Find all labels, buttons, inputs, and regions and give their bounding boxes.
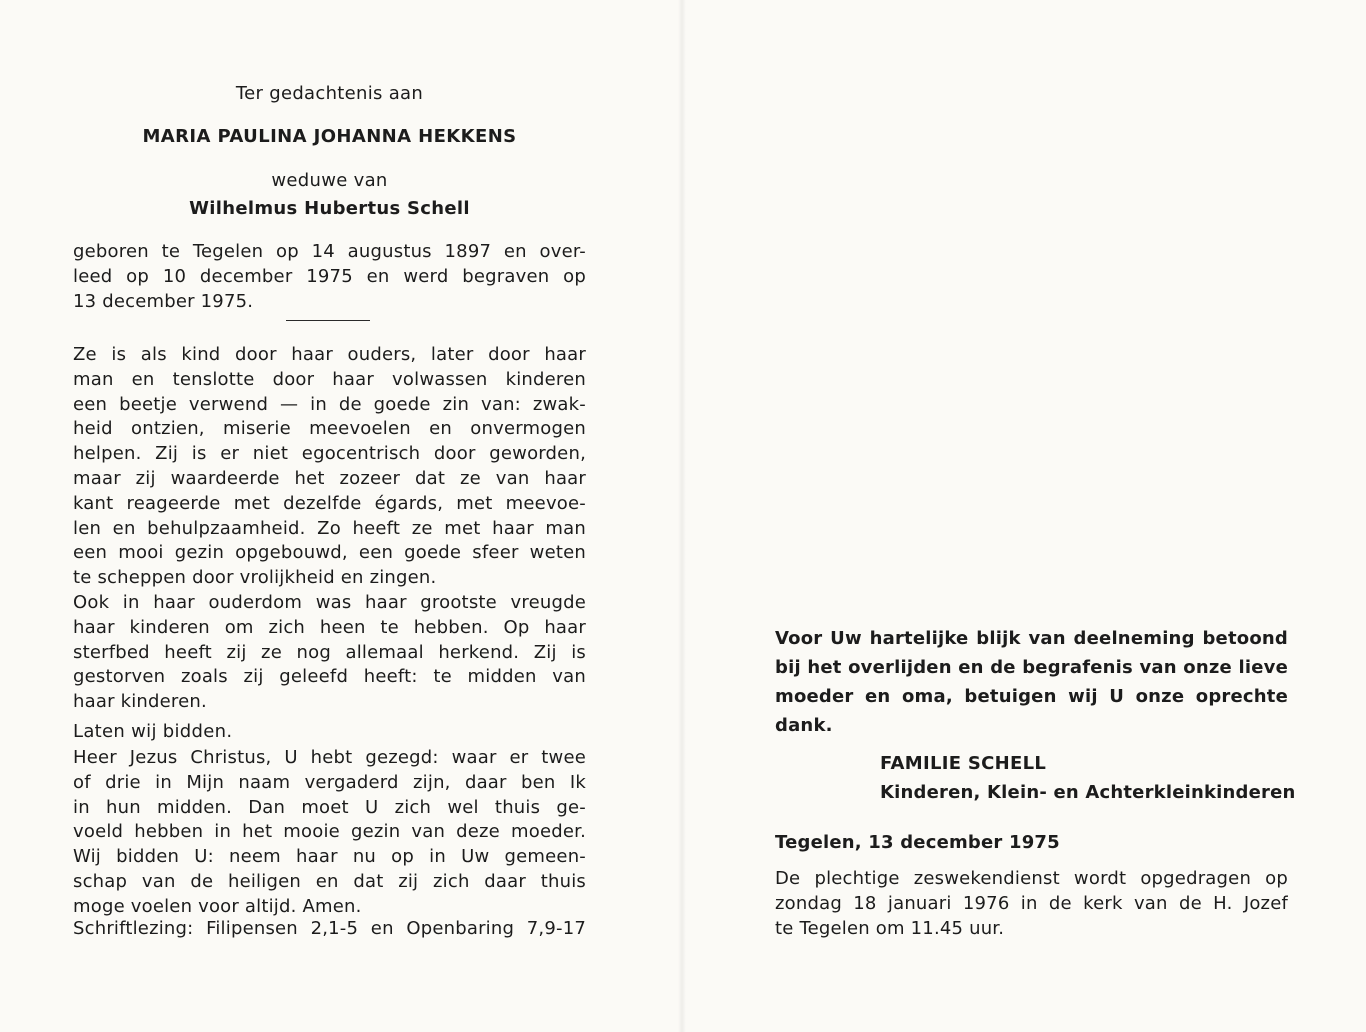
biography-paragraph — [73, 343, 586, 715]
paragraph-line: te Tegelen om 11.45 uur. — [775, 917, 1005, 939]
husband-name: Wilhelmus Hubertus Schell — [189, 198, 470, 219]
right-panel — [775, 0, 1296, 1032]
paragraph-line: helpen. Zij is er niet egocentrisch door geworden, — [73, 443, 586, 465]
paragraph-line: Ze is als kind door haar ouders, later door haar — [73, 344, 586, 365]
family-name: FAMILIE SCHELL — [880, 753, 1047, 774]
paragraph-line: len en behulpzaamheid. Zo heeft ze met haar man — [73, 517, 586, 539]
scripture-reading — [73, 917, 586, 942]
paragraph-line: Wij bidden U: neem haar nu op in Uw gemeen- — [73, 846, 586, 868]
paragraph-line: geboren te Tegelen op 14 augustus 1897 en over- — [73, 241, 586, 262]
paragraph-line: een beetje verwend — in de goede zin van: zwak- — [73, 393, 586, 415]
paragraph-line: moeder en oma, betuigen wij U onze oprechte — [775, 686, 1288, 707]
deceased-name: MARIA PAULINA JOHANNA HEKKENS — [142, 126, 517, 147]
paragraph-line: te scheppen door vrolijkheid en zingen. — [73, 567, 437, 589]
prayer-intro: Laten wij bidden. — [73, 721, 233, 742]
paragraph-line: De plechtige zeswekendienst wordt opgedragen op — [775, 868, 1288, 889]
family-members: Kinderen, Klein- en Achterkleinkinderen — [880, 782, 1296, 803]
card-fold — [678, 0, 686, 1032]
paragraph-line: moge voelen voor altijd. Amen. — [73, 895, 362, 917]
paragraph-line: of drie in Mijn naam vergaderd zijn, daar ben Ik — [73, 771, 586, 793]
paragraph-line: sterfbed heeft zij ze nog allemaal herkend. Zij is — [73, 641, 586, 663]
paragraph-line: zondag 18 januari 1976 in de kerk van de H. Jozef — [775, 892, 1288, 914]
intro-text: Ter gedachtenis aan — [235, 83, 424, 104]
paragraph-line: bij het overlijden en de begrafenis van onze lieve — [775, 657, 1288, 678]
paragraph-line: voeld hebben in het mooie gezin van deze moeder. — [73, 821, 586, 843]
paragraph-line: Ook in haar ouderdom was haar grootste vreugde — [73, 591, 586, 613]
paragraph-line: 13 december 1975. — [73, 290, 254, 312]
paragraph-line: maar zij waardeerde het zozeer dat ze van haar — [73, 467, 586, 489]
paragraph-line: man en tenslotte door haar volwassen kinderen — [73, 368, 586, 390]
divider-line — [286, 320, 370, 321]
paragraph-line: leed op 10 december 1975 en werd begraven op — [73, 265, 586, 287]
paragraph-line: schap van de heiligen en dat zij zich daar thuis — [73, 870, 586, 892]
scripture-line: Schriftlezing: Filipensen 2,1-5 en Openbaring 7,9-17 — [73, 918, 586, 939]
birth-death-paragraph — [73, 240, 586, 314]
paragraph-line: Heer Jezus Christus, U hebt gezegd: waar er twee — [73, 747, 586, 768]
paragraph-line: dank. — [775, 715, 833, 736]
prayer-paragraph — [73, 746, 586, 920]
paragraph-line: haar kinderen om zich heen te hebben. Op haar — [73, 616, 586, 638]
paragraph-line: kant reageerde met dezelfde égards, met meevoe- — [73, 492, 586, 514]
widow-of-text: weduwe van — [271, 170, 388, 191]
paragraph-line: in hun midden. Dan moet U zich wel thuis ge- — [73, 796, 586, 818]
service-paragraph — [775, 867, 1288, 941]
paragraph-line: haar kinderen. — [73, 691, 207, 713]
paragraph-line: heid ontzien, miserie meevoelen en onvermogen — [73, 418, 586, 440]
left-panel — [73, 0, 586, 1032]
thanks-paragraph — [775, 624, 1288, 740]
paragraph-line: een mooi gezin opgebouwd, een goede sfeer weten — [73, 542, 586, 564]
place-date: Tegelen, 13 december 1975 — [775, 832, 1060, 853]
paragraph-line: gestorven zoals zij geleefd heeft: te midden van — [73, 666, 586, 688]
paragraph-line: Voor Uw hartelijke blijk van deelneming betoond — [775, 628, 1288, 649]
